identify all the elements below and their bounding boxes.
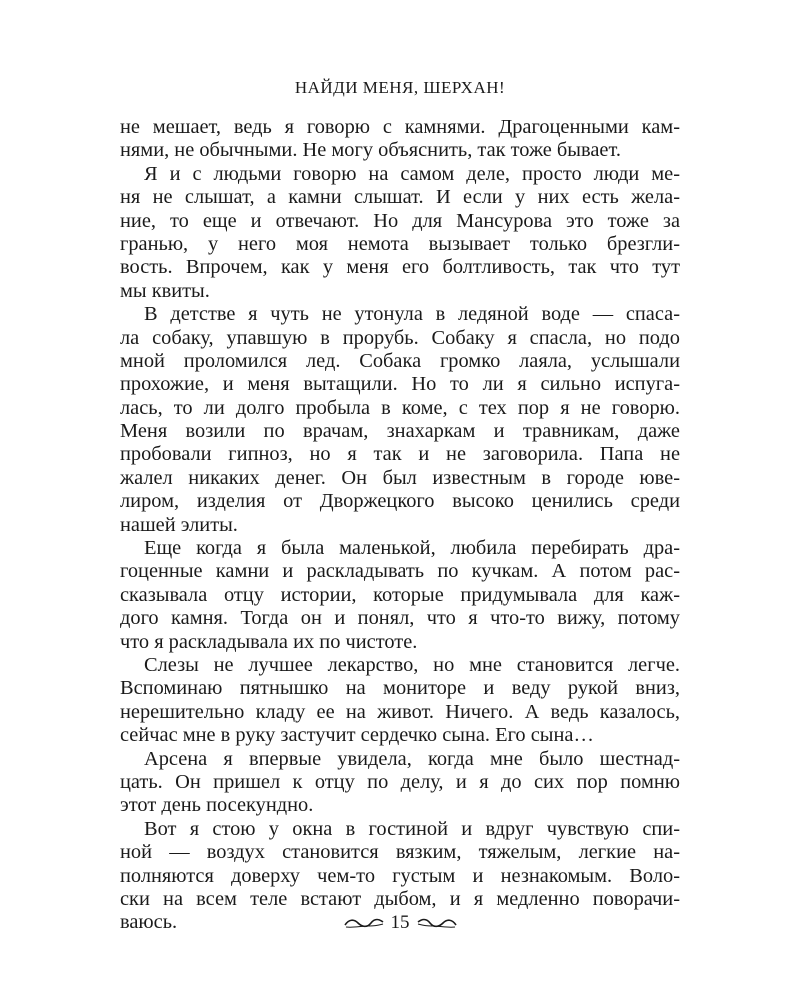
text-line: ски на всем теле встают дыбом, и я медленно поворачи- — [120, 887, 680, 910]
right-ornament-icon — [416, 916, 458, 930]
text-line: что я раскладывала их по чистоте. — [120, 630, 418, 653]
left-ornament-icon — [343, 916, 385, 930]
text-line: Еще когда я была маленькой, любила перебирать дра- — [144, 537, 680, 560]
text-line: не мешает, ведь я говорю с камнями. Драгоценными кам- — [120, 116, 680, 138]
text-line: жалел никаких денег. Он был известным в городе юве- — [120, 466, 680, 489]
text-line: Меня возили по врачам, знахаркам и травникам, даже — [120, 420, 680, 443]
text-line: ня не слышат, а камни слышат. И если у них есть жела- — [120, 186, 680, 209]
body-text — [120, 116, 680, 935]
text-line: ла собаку, упавшую в прорубь. Собаку я спасла, но подо — [120, 326, 680, 349]
text-line: гранью, у него моя немота вызывает только брезгли- — [120, 232, 680, 255]
text-line: гоценные камни и раскладывать по кучкам. А потом рас- — [120, 560, 680, 583]
text-line: Арсена я впервые увидела, когда мне было шестнад- — [144, 747, 680, 770]
text-line: Я и с людьми говорю на самом деле, просто люди ме- — [144, 162, 680, 185]
text-line: Вот я стою у окна в гостиной и вдруг чувствую спи- — [144, 817, 680, 840]
text-line: лась, то ли долго пробыла в коме, с тех пор я не говорю. — [120, 396, 680, 419]
text-line: ние, то еще и отвечают. Но для Мансурова это тоже за — [120, 209, 680, 232]
running-head-title: НАЙДИ МЕНЯ, ШЕРХАН! — [294, 78, 506, 97]
text-line: ваюсь. — [120, 911, 178, 934]
text-line: сказывала отцу истории, которые придумывала для каж- — [120, 583, 680, 606]
text-line: этот день посекундно. — [120, 794, 314, 817]
text-line: лиром, изделия от Дворжецкого высоко ценились среди — [120, 490, 680, 513]
text-line: мы квиты. — [120, 279, 210, 302]
text-line: пробовали гипноз, но я так и не заговорила. Папа не — [120, 443, 680, 466]
text-line: вость. Впрочем, как у меня его болтливость, так что тут — [120, 256, 680, 279]
text-line: Вспоминаю пятнышко на мониторе и веду рукой вниз, — [120, 677, 680, 700]
text-line: прохожие, и меня вытащили. Но то ли я сильно испуга- — [120, 373, 680, 396]
text-line: сейчас мне в руку застучит сердечко сына. Его сына… — [120, 724, 594, 747]
text-line: мной проломился лед. Собака громко лаяла, услышали — [120, 349, 680, 372]
text-line: нями, не обычными. Не могу объяснить, так тоже бывает. — [120, 139, 621, 162]
page-number: 15 — [390, 912, 410, 933]
text-line: полняются доверху чем-то густым и незнакомым. Воло- — [120, 864, 680, 887]
text-line: нашей элиты. — [120, 513, 238, 536]
text-line: нерешительно кладу ее на живот. Ничего. А ведь казалось, — [120, 700, 680, 723]
text-line: цать. Он пришел к отцу по делу, и я до сих пор помню — [120, 770, 680, 793]
text-line: ной — воздух становится вязким, тяжелым, легкие на- — [120, 841, 680, 864]
text-line: Слезы не лучшее лекарство, но мне становится легче. — [144, 653, 680, 676]
text-line: дого камня. Тогда он и понял, что я что-то вижу, потому — [120, 607, 680, 630]
text-line: В детстве я чуть не утонула в ледяной воде — спаса- — [144, 303, 680, 326]
page-footer — [0, 912, 800, 934]
